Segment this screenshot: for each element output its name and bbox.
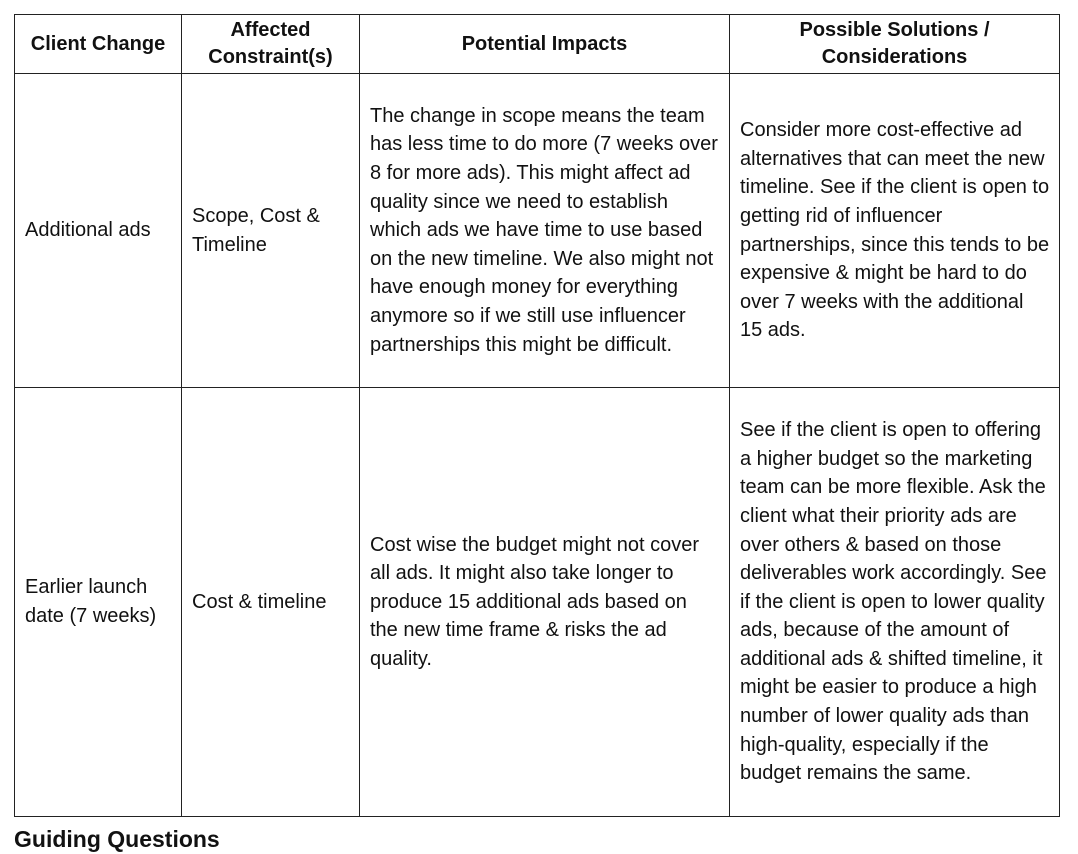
client-change-cell: Earlier launch date (7 weeks) bbox=[15, 388, 182, 817]
header-affected-constraints: Affected Constraint(s) bbox=[182, 15, 360, 74]
potential-impacts-cell: The change in scope means the team has less time to do more (7 weeks over 8 for more ads). This might affect ad quality since we need to establish which ads we have time to use based on the new timeline. We also might not have enough money for everything anymore so if we still use influencer partnerships this might be difficult. bbox=[360, 74, 730, 388]
table-header-row bbox=[15, 15, 1060, 74]
client-change-cell: Additional ads bbox=[15, 74, 182, 388]
table-row bbox=[15, 74, 1060, 388]
table-row bbox=[15, 388, 1060, 817]
possible-solutions-cell: See if the client is open to offering a higher budget so the marketing team can be more flexible. Ask the client what their priority ads are over others & based on those deliverables work accordingly. See if the client is open to lower quality ads, because of the amount of additional ads & shifted timeline, it might be easier to produce a high number of lower quality ads than high-quality, especially if the budget remains the same. bbox=[730, 388, 1060, 817]
header-potential-impacts: Potential Impacts bbox=[360, 15, 730, 74]
potential-impacts-cell: Cost wise the budget might not cover all ads. It might also take longer to produce 15 additional ads based on the new time frame & risks the ad quality. bbox=[360, 388, 730, 817]
affected-constraints-cell: Scope, Cost & Timeline bbox=[182, 74, 360, 388]
affected-constraints-cell: Cost & timeline bbox=[182, 388, 360, 817]
possible-solutions-cell: Consider more cost-effective ad alternatives that can meet the new timeline. See if the client is open to getting rid of influencer partnerships, since this tends to be expensive & might be hard to do over 7 weeks with the additional 15 ads. bbox=[730, 74, 1060, 388]
section-heading: Guiding Questions bbox=[14, 826, 220, 852]
header-possible-solutions: Possible Solutions / Considerations bbox=[730, 15, 1060, 74]
constraints-table bbox=[14, 14, 1060, 817]
header-client-change: Client Change bbox=[15, 15, 182, 74]
